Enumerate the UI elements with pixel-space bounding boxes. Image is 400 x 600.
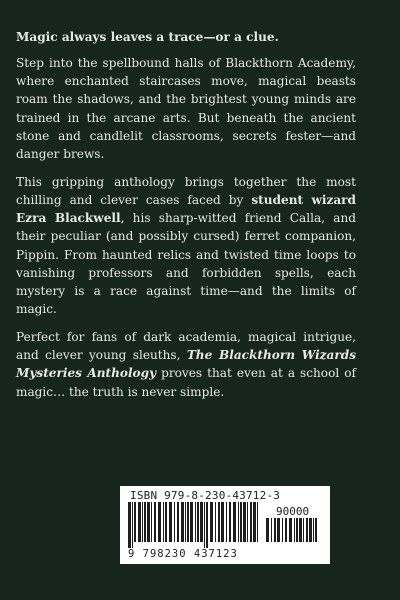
barcode-bar	[289, 518, 292, 542]
barcode-bar	[250, 502, 252, 542]
book-title: The Blackthorn Wizards Mysteries Anthology	[16, 348, 357, 381]
paragraph-2-rest: , his sharp-witted friend Calla, and their peculiar (and possibly cursed) ferret companion, Pippin. From haunted relics and twisted time loops to vanishing professors and forbidden spells, each mystery is a race against time—and the limits of magic.	[16, 211, 356, 316]
barcode-bar	[195, 502, 196, 542]
barcode-bar	[313, 518, 314, 542]
ean-digits: 9 798230 437123	[128, 548, 238, 560]
barcode-bar	[151, 502, 152, 542]
barcode-bar	[266, 518, 269, 542]
barcode-bar	[174, 502, 175, 542]
barcode-bar	[247, 502, 248, 542]
back-cover-copy	[16, 28, 356, 411]
barcode-bar	[200, 502, 203, 542]
barcode-guard-bar	[206, 502, 208, 548]
barcode-bar	[144, 502, 146, 542]
barcode-bar	[163, 502, 164, 542]
barcode-bar	[271, 518, 272, 542]
paragraph-2-intro: This gripping anthology brings together the most chilling and clever cases faced by	[16, 174, 356, 208]
barcode-bar	[142, 502, 143, 542]
description-paragraph-1: Step into the spellbound halls of Blackthorn Academy, where enchanted staircases move, magical beasts roam the shadows, and the brightest young minds are trained in the arcane arts. But beneath the ancient stone and candlelit classrooms, secrets fester—and danger brews.	[16, 56, 356, 161]
barcode-bar	[299, 518, 302, 542]
barcode-guard-bar	[132, 502, 133, 548]
barcode-bar	[277, 518, 280, 542]
ean-barcode-bars	[128, 502, 260, 548]
barcode-bar	[197, 502, 199, 542]
barcode-bar	[294, 518, 295, 542]
description-paragraph-2	[16, 173, 356, 318]
barcode-bar	[303, 518, 304, 542]
price-code: 90000	[276, 505, 310, 518]
isbn-barcode	[120, 486, 330, 564]
barcode-bar	[240, 502, 242, 542]
tagline: Magic always leaves a trace—or a clue.	[16, 30, 279, 44]
barcode-bar	[181, 502, 184, 542]
barcode-bar	[296, 518, 298, 542]
barcode-bar	[253, 502, 256, 542]
isbn-label: ISBN 979-8-230-43712-3	[130, 489, 281, 502]
barcode-bar	[169, 502, 172, 542]
barcode-bar	[134, 502, 136, 542]
description-paragraph-3	[16, 328, 356, 401]
barcode-bar	[147, 502, 150, 542]
barcode-bar	[226, 502, 227, 542]
barcode-bar	[190, 502, 193, 542]
barcode-bar	[282, 518, 283, 542]
barcode-bar	[315, 518, 317, 542]
barcode-bar	[218, 502, 220, 542]
barcode-bar	[309, 518, 312, 542]
barcode-bar	[238, 502, 239, 542]
protagonist-name: student wizard Ezra Blackwell	[16, 193, 356, 226]
barcode-bar	[187, 502, 189, 542]
barcode-bar	[243, 502, 246, 542]
barcode-bar	[257, 502, 258, 542]
barcode-bar	[138, 502, 141, 542]
barcode-bar	[285, 518, 287, 542]
barcode-guard-bar	[128, 502, 131, 548]
barcode-bar	[215, 502, 216, 542]
barcode-bar	[165, 502, 167, 542]
barcode-bar	[158, 502, 161, 542]
price-addon-bars	[266, 518, 318, 548]
barcode-bar	[210, 502, 213, 542]
barcode-bar	[274, 518, 276, 542]
barcode-bar	[177, 502, 179, 542]
barcode-bar	[306, 518, 308, 542]
barcode-guard-bar	[204, 502, 205, 548]
paragraph-3-rest: proves that even at a school of magic… the truth is never simple.	[16, 366, 356, 399]
barcode-bar	[233, 502, 236, 542]
barcode-bar	[154, 502, 156, 542]
barcode-bar	[221, 502, 224, 542]
barcode-bar	[185, 502, 186, 542]
barcode-bar	[229, 502, 231, 542]
paragraph-3-intro: Perfect for fans of dark academia, magical intrigue, and clever young sleuths,	[16, 330, 356, 363]
